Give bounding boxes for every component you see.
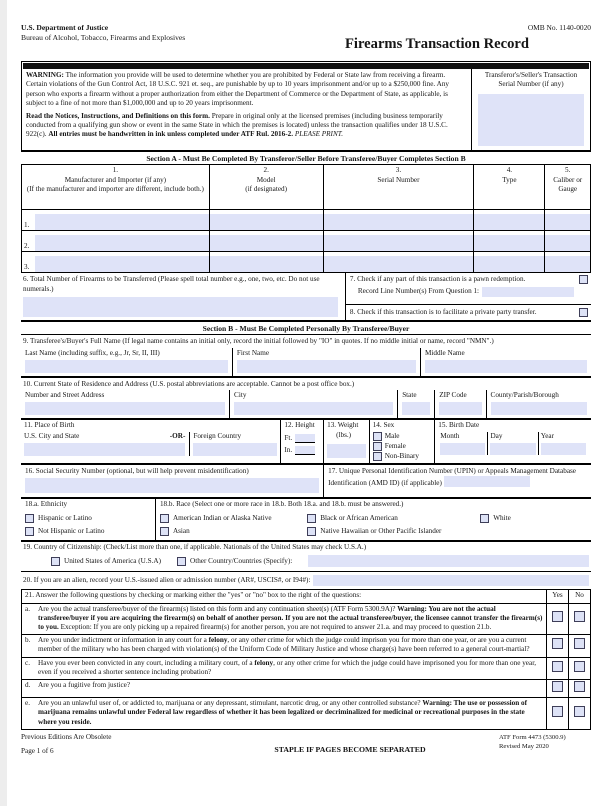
q21d-row	[22, 680, 591, 698]
height-ft-label: Ft.	[284, 433, 293, 442]
q21-table	[21, 589, 591, 730]
q21a-text: Are you the actual transferee/buyer of the firearm(s) listed on this form and any continuation sheet(s) (ATF Form 5300.9A)? Warning: You are not the actual transferee/buyer if you are acquiring the firearm(s) on behalf of another person. If you are not the actual transferee/buyer, the licensee cannot transfer the firearm(s) to you. Exception: If you are only picking up a repaired firearm(s) for another person, you are not required to answer 21.a. and may proceed to question 21.b.	[38, 604, 543, 631]
height-ft-input[interactable]	[295, 434, 315, 443]
middle-name-label: Middle Name	[424, 348, 465, 357]
questions-6-7-8	[21, 273, 591, 321]
firearm-row1-serial-input[interactable]	[324, 214, 474, 230]
state-label: State	[402, 391, 417, 400]
race-white-label: White	[493, 513, 511, 522]
yes-column-header: Yes	[547, 590, 569, 603]
record-line-number-input[interactable]	[482, 287, 574, 297]
q9-label: 9. Transferee's/Buyer's Full Name (If legal name contains an initial only, record the initial followed by "IO" in quotes. If no middle initial or name, record "NMN".)	[23, 337, 494, 346]
citizenship-other-checkbox[interactable]	[177, 557, 186, 566]
race-white-checkbox[interactable]	[480, 514, 489, 523]
street-address-input[interactable]	[25, 402, 225, 415]
q21d-letter: d.	[25, 681, 31, 690]
transaction-serial-input[interactable]	[478, 94, 584, 146]
q8-label: 8. Check if this transaction is to facilitate a private party transfer.	[349, 307, 537, 316]
private-party-transfer-checkbox[interactable]	[579, 308, 588, 317]
sex-female-label: Female	[384, 441, 406, 450]
q12-label: 12. Height	[284, 421, 315, 430]
firearm-row3-manufacturer-input[interactable]	[35, 256, 209, 272]
q16-17-row	[21, 465, 591, 499]
citizenship-other-input[interactable]	[308, 555, 589, 567]
col-header-type: 4. Type	[474, 165, 545, 210]
height-in-label: In.	[284, 445, 293, 454]
birth-day-input[interactable]	[490, 443, 535, 455]
firearm-row2-serial-input[interactable]	[324, 235, 474, 251]
sex-female-checkbox[interactable]	[373, 442, 382, 451]
height-in-input[interactable]	[295, 446, 315, 455]
alien-number-input[interactable]	[313, 575, 589, 586]
q10-label: 10. Current State of Residence and Address (U.S. postal abbreviations are acceptable. Cannot be a post office box.)	[23, 379, 355, 388]
q21b-row	[22, 635, 591, 657]
q19-label: 19. Country of Citizenship: (Check/List more than one, if applicable. Nationals of the United States may check U.S.A.)	[23, 543, 367, 552]
ethnicity-not-hispanic-checkbox[interactable]	[25, 527, 34, 536]
birth-day-label: Day	[490, 431, 503, 440]
us-city-state-label: U.S. City and State	[24, 431, 80, 440]
upin-input[interactable]	[444, 476, 530, 487]
birth-year-label: Year	[540, 431, 554, 440]
row-3-number: 3.	[24, 263, 30, 272]
q21e-letter: e.	[25, 699, 30, 708]
us-city-state-input[interactable]	[24, 443, 185, 456]
total-firearms-input[interactable]	[23, 297, 338, 317]
page-number: Page 1 of 6	[21, 747, 54, 756]
q11-label: 11. Place of Birth	[24, 421, 75, 430]
q21e-row	[22, 698, 591, 730]
ssn-input[interactable]	[25, 478, 319, 493]
firearm-row3-caliber-input[interactable]	[545, 256, 590, 272]
q17-label: 17. Unique Personal Identification Number (UPIN) or Appeals Management Database Identification (AMD ID) (if applicable)	[328, 467, 576, 488]
last-name-input[interactable]	[25, 360, 228, 373]
race-american-indian-checkbox[interactable]	[160, 514, 169, 523]
zip-code-label: ZIP Code	[439, 391, 467, 400]
citizenship-other-label: Other Country/Countries (Specify):	[190, 556, 293, 565]
q21a-letter: a.	[25, 604, 30, 613]
firearm-row-1	[22, 210, 591, 231]
foreign-country-label: Foreign Country	[193, 431, 242, 440]
firearm-row1-manufacturer-input[interactable]	[35, 214, 209, 230]
race-black-label: Black or African American	[320, 513, 398, 522]
q16-label: 16. Social Security Number (optional, but will help prevent misidentification)	[25, 467, 249, 476]
citizenship-usa-checkbox[interactable]	[51, 557, 60, 566]
firearm-row2-type-input[interactable]	[474, 235, 544, 251]
q21a-row	[22, 603, 591, 635]
q21c-no-checkbox[interactable]	[574, 661, 585, 672]
q7-record-line-label: Record Line Number(s) From Question 1:	[357, 286, 480, 295]
q10-address-row	[21, 390, 591, 420]
col-header-manufacturer: 1. Manufacturer and Importer (if any) (If the manufacturer and importer are different, include both.)	[22, 165, 210, 210]
first-name-input[interactable]	[237, 360, 416, 373]
sex-male-label: Male	[384, 431, 400, 440]
form-header	[21, 0, 591, 54]
q18-row	[21, 499, 591, 542]
firearm-row1-caliber-input[interactable]	[545, 214, 590, 230]
firearm-row1-type-input[interactable]	[474, 214, 544, 230]
ethnicity-hispanic-checkbox[interactable]	[25, 514, 34, 523]
zip-code-input[interactable]	[439, 402, 481, 415]
birth-month-label: Month	[440, 431, 460, 440]
row-1-number: 1.	[24, 221, 30, 230]
q9-name-row	[21, 348, 591, 378]
sex-nonbinary-label: Non-Binary	[384, 451, 420, 460]
form-number: ATF Form 4473 (5300.9)	[499, 733, 566, 741]
no-column-header: No	[569, 590, 591, 603]
q20-block	[21, 572, 591, 589]
q21a-no-checkbox[interactable]	[574, 611, 585, 622]
warning-box	[21, 61, 591, 151]
foreign-country-input[interactable]	[193, 443, 277, 456]
firearm-row2-manufacturer-input[interactable]	[35, 235, 209, 251]
q13-lbs-label: (lbs.)	[336, 430, 352, 439]
birth-year-input[interactable]	[541, 443, 586, 455]
firearm-row2-model-input[interactable]	[210, 235, 323, 251]
q14-label: 14. Sex	[372, 421, 395, 430]
obsolete-note: Previous Editions Are Obsolete	[21, 732, 112, 741]
firearm-row3-type-input[interactable]	[474, 256, 544, 272]
q13-label: 13. Weight	[327, 421, 359, 430]
q21b-text: Are you under indictment or information in any court for a felony, or any other crime for which the judge could imprison you for more than one year, or are you a current member of the military who has been charged with violation(s) of the Uniform Code of Military Justice and whose charge(s) have been referred to a general court-martial?	[38, 636, 530, 654]
firearm-row-3	[22, 252, 591, 273]
q21d-yes-checkbox[interactable]	[552, 681, 563, 692]
q21b-letter: b.	[25, 636, 31, 645]
q15-label: 15. Birth Date	[438, 421, 480, 430]
county-input[interactable]	[491, 402, 587, 415]
omb-number: OMB No. 1140-0020	[527, 23, 591, 32]
q21e-no-checkbox[interactable]	[574, 706, 585, 717]
state-input[interactable]	[402, 402, 430, 415]
race-black-checkbox[interactable]	[307, 514, 316, 523]
firearm-row3-serial-input[interactable]	[324, 256, 474, 272]
q19-block	[21, 542, 591, 572]
sex-nonbinary-checkbox[interactable]	[373, 452, 382, 461]
q21-intro: 21. Answer the following questions by checking or marking either the "yes" or "no" box to the right of the questions:	[22, 590, 547, 603]
transaction-serial-label: Transferor's/Seller's Transaction Serial Number (if any)	[484, 71, 578, 89]
street-address-label: Number and Street Address	[25, 391, 105, 400]
staple-note: STAPLE IF PAGES BECOME SEPARATED	[274, 744, 426, 754]
col-header-caliber: 5. Caliber or Gauge	[545, 165, 591, 210]
q21b-yes-checkbox[interactable]	[552, 638, 563, 649]
section-a-title: Section A - Must Be Completed By Transferor/Seller Before Transferee/Buyer Completes Section B	[146, 153, 466, 163]
city-input[interactable]	[234, 402, 393, 415]
warning-paragraph: WARNING: The information you provide will be used to determine whether you are prohibited by Federal or State law from receiving a firearm. Certain violations of the Gun Control Act, 18 U.S.C. 921 et. seq., are punishable by up to 10 years imprisonment and/or up to a $250,000 fine. Any person who exports a firearm without a proper authorization from either the Department of Commerce or the Department of State, as applicable, is subject to a fine of not more than $1,000,000 and up to 20 years imprisonment.	[26, 71, 450, 107]
q6-label: 6. Total Number of Firearms to be Transferred (Please spell total number e.g., one, two, etc. Do not use numerals.)	[23, 275, 320, 293]
q18b-label: 18.b. Race (Select one or more race in 18.b. Both 18.a. and 18.b. must be answered.)	[159, 500, 404, 509]
weight-input[interactable]	[327, 444, 366, 458]
ethnicity-hispanic-label: Hispanic or Latino	[38, 513, 92, 522]
q20-label: 20. If you are an alien, record your U.S.-issued alien or admission number (AR#, USCIS#, or I94#):	[23, 576, 311, 585]
firearms-table	[21, 164, 591, 273]
or-label: -OR-	[169, 431, 186, 440]
county-label: County/Parish/Borough	[490, 391, 559, 400]
sex-male-checkbox[interactable]	[373, 432, 382, 441]
q21d-text: Are you a fugitive from justice?	[38, 681, 131, 690]
race-american-indian-label: American Indian or Alaska Native	[172, 513, 272, 522]
q7-label: 7. Check if any part of this transaction is a pawn redemption.	[349, 275, 526, 284]
last-name-label: Last Name (including suffix, e.g., Jr, Sr, II, III)	[25, 348, 160, 357]
page-footer	[21, 733, 591, 756]
birth-month-input[interactable]	[440, 443, 485, 455]
section-b-title: Section B - Must Be Completed Personally By Transferee/Buyer	[21, 322, 591, 336]
firearm-row-2	[22, 231, 591, 252]
q18a-label: 18.a. Ethnicity	[25, 500, 68, 509]
row-2-number: 2.	[24, 242, 30, 251]
firearm-row3-model-input[interactable]	[210, 256, 323, 272]
bureau-label: Bureau of Alcohol, Tobacco, Firearms and Explosives	[21, 33, 186, 43]
first-name-label: First Name	[236, 348, 270, 357]
q21c-row	[22, 657, 591, 679]
q21b-no-checkbox[interactable]	[574, 638, 585, 649]
q21c-text: Have you ever been convicted in any court, including a military court, of a felony, or any other crime for which the judge could have imprisoned you for more than one year, even if you received a shorter sentence including probation?	[38, 658, 537, 676]
col-header-serial-number: 3. Serial Number	[323, 165, 474, 210]
pawn-redemption-checkbox[interactable]	[579, 275, 588, 284]
q21e-yes-checkbox[interactable]	[552, 706, 563, 717]
race-hawaiian-checkbox[interactable]	[307, 527, 316, 536]
department-label: U.S. Department of Justice	[21, 23, 109, 32]
firearm-row1-model-input[interactable]	[210, 214, 323, 230]
race-hawaiian-label: Native Hawaiian or Other Pacific Islander	[320, 526, 442, 535]
revision-date: Revised May 2020	[499, 743, 549, 751]
race-asian-label: Asian	[172, 526, 190, 535]
notices-paragraph: Read the Notices, Instructions, and Definitions on this form. Prepare in original only at the licensed premises (including business temporarily conducted from a qualifying gun show or event in the same State in which the premises is located) unless the transaction qualifies under 18 U.S.C. 922(c). All entries must be handwritten in ink unless completed under ATF Rul. 2016-2. PLEASE PRINT.	[26, 112, 448, 139]
firearm-row2-caliber-input[interactable]	[545, 235, 590, 251]
col-header-model: 2. Model (if designated)	[209, 165, 323, 210]
form-title: Firearms Transaction Record	[344, 36, 529, 53]
q21d-no-checkbox[interactable]	[574, 681, 585, 692]
middle-name-input[interactable]	[425, 360, 587, 373]
q21c-letter: c.	[25, 658, 30, 667]
citizenship-usa-label: United States of America (U.S.A)	[64, 556, 162, 565]
q21c-yes-checkbox[interactable]	[552, 661, 563, 672]
city-label: City	[234, 391, 247, 400]
q11-15-row	[21, 420, 591, 465]
q21e-text: Are you an unlawful user of, or addicted to, marijuana or any depressant, stimulant, narcotic drug, or any other controlled substance? Warning: The use or possession of marijuana remains unlawful under Federal law regardless of whether it has been legalized or decriminalized for medicinal or recreational purposes in the state where you reside.	[38, 699, 527, 726]
ethnicity-not-hispanic-label: Not Hispanic or Latino	[38, 526, 105, 535]
q21a-yes-checkbox[interactable]	[552, 611, 563, 622]
race-asian-checkbox[interactable]	[160, 527, 169, 536]
